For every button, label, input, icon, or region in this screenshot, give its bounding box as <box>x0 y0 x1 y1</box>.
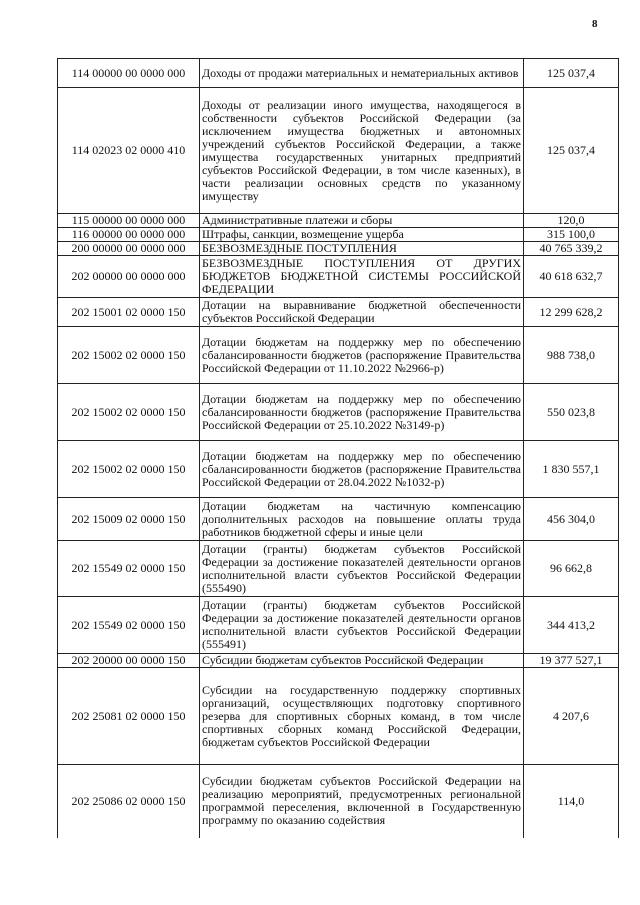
table-row <box>58 59 619 88</box>
budget-code-cell: 115 00000 00 0000 000 <box>58 214 200 228</box>
amount-cell: 125 037,4 <box>524 59 619 88</box>
table-row <box>58 256 619 298</box>
budget-code-cell: 202 15549 02 0000 150 <box>58 597 200 654</box>
budget-code-cell: 200 00000 00 0000 000 <box>58 242 200 256</box>
budget-code-cell: 202 20000 00 0000 150 <box>58 654 200 668</box>
amount-cell: 40 765 339,2 <box>524 242 619 256</box>
description-cell: БЕЗВОЗМЕЗДНЫЕ ПОСТУПЛЕНИЯ ОТ ДРУГИХ БЮДЖЕТОВ БЮДЖЕТНОЙ СИСТЕМЫ РОССИЙСКОЙ ФЕДЕРАЦИИ <box>200 256 524 298</box>
amount-cell: 125 037,4 <box>524 88 619 214</box>
table-row <box>58 384 619 441</box>
amount-cell: 456 304,0 <box>524 498 619 541</box>
description-cell: Дотации бюджетам на поддержку мер по обеспечению сбалансированности бюджетов (распоряжение Правительства Российской Федерации от 28.04.2022 №1032-р) <box>200 441 524 498</box>
description-cell: Административные платежи и сборы <box>200 214 524 228</box>
table-row <box>58 597 619 654</box>
description-cell: БЕЗВОЗМЕЗДНЫЕ ПОСТУПЛЕНИЯ <box>200 242 524 256</box>
amount-cell: 120,0 <box>524 214 619 228</box>
budget-code-cell: 202 15009 02 0000 150 <box>58 498 200 541</box>
table-row <box>58 242 619 256</box>
description-cell: Субсидии на государственную поддержку спортивных организаций, осуществляющих подготовку спортивного резерва для спортивных сборных команд, в том числе спортивных сборных команд Российской Федерации, бюджетам субъектов Российской Федерации <box>200 668 524 765</box>
table-row <box>58 298 619 327</box>
budget-code-cell: 116 00000 00 0000 000 <box>58 228 200 242</box>
budget-code-cell: 114 00000 00 0000 000 <box>58 59 200 88</box>
amount-cell: 4 207,6 <box>524 668 619 765</box>
description-cell: Дотации бюджетам на поддержку мер по обеспечению сбалансированности бюджетов (распоряжение Правительства Российской Федерации от 11.10.2022 №2966-р) <box>200 327 524 384</box>
description-cell: Дотации бюджетам на поддержку мер по обеспечению сбалансированности бюджетов (распоряжение Правительства Российской Федерации от 25.10.2022 №3149-р) <box>200 384 524 441</box>
budget-code-cell: 202 00000 00 0000 000 <box>58 256 200 298</box>
description-cell: Дотации (гранты) бюджетам субъектов Российской Федерации за достижение показателей деятельности органов исполнительной власти субъектов Российской Федерации (555490) <box>200 541 524 597</box>
table-row <box>58 498 619 541</box>
table-row <box>58 228 619 242</box>
amount-cell: 19 377 527,1 <box>524 654 619 668</box>
budget-code-cell: 202 25081 02 0000 150 <box>58 668 200 765</box>
budget-code-cell: 202 25086 02 0000 150 <box>58 765 200 838</box>
page-number: 8 <box>592 18 598 30</box>
description-cell: Дотации бюджетам на частичную компенсацию дополнительных расходов на повышение оплаты труда работников бюджетной сферы и иные цели <box>200 498 524 541</box>
description-cell: Доходы от продажи материальных и нематериальных активов <box>200 59 524 88</box>
table-row <box>58 668 619 765</box>
amount-cell: 96 662,8 <box>524 541 619 597</box>
amount-cell: 988 738,0 <box>524 327 619 384</box>
budget-code-cell: 202 15002 02 0000 150 <box>58 327 200 384</box>
revenue-table-body <box>58 59 619 838</box>
budget-code-cell: 202 15549 02 0000 150 <box>58 541 200 597</box>
budget-code-cell: 202 15001 02 0000 150 <box>58 298 200 327</box>
description-cell: Субсидии бюджетам субъектов Российской Федерации на реализацию мероприятий, предусмотренных региональной программой переселения, включенной в Государственную программу по оказанию содействия <box>200 765 524 838</box>
table-row <box>58 214 619 228</box>
description-cell: Штрафы, санкции, возмещение ущерба <box>200 228 524 242</box>
description-cell: Субсидии бюджетам субъектов Российской Федерации <box>200 654 524 668</box>
budget-code-cell: 114 02023 02 0000 410 <box>58 88 200 214</box>
amount-cell: 315 100,0 <box>524 228 619 242</box>
table-row <box>58 441 619 498</box>
table-row <box>58 327 619 384</box>
amount-cell: 344 413,2 <box>524 597 619 654</box>
amount-cell: 550 023,8 <box>524 384 619 441</box>
description-cell: Дотации на выравнивание бюджетной обеспеченности субъектов Российской Федерации <box>200 298 524 327</box>
table-row <box>58 541 619 597</box>
table-row <box>58 88 619 214</box>
revenue-table <box>57 58 619 838</box>
amount-cell: 12 299 628,2 <box>524 298 619 327</box>
amount-cell: 114,0 <box>524 765 619 838</box>
table-row <box>58 654 619 668</box>
description-cell: Дотации (гранты) бюджетам субъектов Российской Федерации за достижение показателей деятельности органов исполнительной власти субъектов Российской Федерации (555491) <box>200 597 524 654</box>
amount-cell: 1 830 557,1 <box>524 441 619 498</box>
table-row <box>58 765 619 838</box>
description-cell: Доходы от реализации иного имущества, находящегося в собственности субъектов Российской Федерации (за исключением имущества бюджетных и автономных учреждений субъектов Российской Федерации, а также имущества государственных унитарных предприятий субъектов Российской Федерации, в том числе казенных), в части реализации основных средств по указанному имуществу <box>200 88 524 214</box>
amount-cell: 40 618 632,7 <box>524 256 619 298</box>
budget-code-cell: 202 15002 02 0000 150 <box>58 384 200 441</box>
budget-code-cell: 202 15002 02 0000 150 <box>58 441 200 498</box>
